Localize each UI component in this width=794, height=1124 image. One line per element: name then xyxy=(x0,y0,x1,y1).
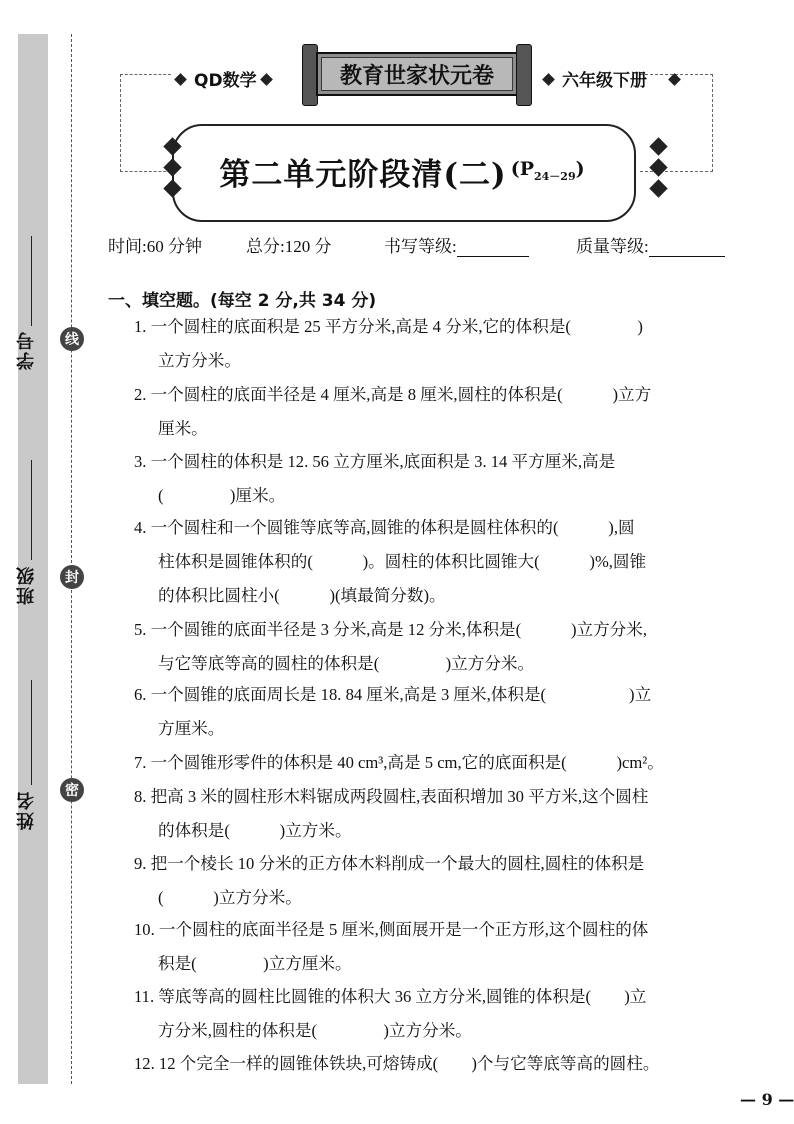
total-score: 总分:120 分 xyxy=(246,237,332,256)
question-10: 10. 一个圆柱的底面半径是 5 厘米,侧面展开是一个正方形,这个圆柱的体 积是( )立方厘米。 xyxy=(134,920,649,973)
diamond-icon xyxy=(542,73,555,86)
question-1: 1. 一个圆柱的底面积是 25 平方分米,高是 4 分米,它的体积是( ) 立方分米。 xyxy=(134,317,643,370)
question-6: 6. 一个圆锥的底面周长是 18. 84 厘米,高是 3 厘米,体积是( )立 方厘米。 xyxy=(134,685,652,738)
diamond-icon xyxy=(649,158,667,176)
seal-line-mark: 线 xyxy=(60,327,84,351)
time-limit: 时间:60 分钟 xyxy=(108,237,202,256)
class-blank xyxy=(31,460,32,560)
quality-grade-blank[interactable] xyxy=(649,238,725,257)
binding-strip xyxy=(18,34,48,1084)
page-title xyxy=(172,124,632,218)
question-2: 2. 一个圆柱的底面半径是 4 厘米,高是 8 厘米,圆柱的体积是( )立方 厘米。 xyxy=(134,385,652,438)
question-12: 12. 12 个完全一样的圆锥体铁块,可熔铸成( )个与它等底等高的圆柱。 xyxy=(134,1054,660,1073)
seal-seal-mark: 封 xyxy=(60,565,84,589)
writing-grade: 书写等级: xyxy=(384,232,529,257)
question-9: 9. 把一个棱长 10 分米的正方体木料削成一个最大的圆柱,圆柱的体积是 ( )立方分米。 xyxy=(134,854,645,907)
quality-grade: 质量等级: xyxy=(576,232,725,257)
page-range: $(P_{24-29})$ xyxy=(510,158,585,183)
name-label: 姓名 xyxy=(16,790,37,830)
grade-label: 六年级下册 xyxy=(562,71,647,91)
student-id-label: 学号 xyxy=(16,330,37,370)
section-heading: 一、填空题。(每空 2 分,共 34 分) xyxy=(108,291,377,311)
diamond-icon xyxy=(649,137,667,155)
series-label: QD数学 xyxy=(194,71,257,91)
question-8: 8. 把高 3 米的圆柱形木料锯成两段圆柱,表面积增加 30 平方米,这个圆柱 的体积是( )立方米。 xyxy=(134,787,649,840)
student-id-blank xyxy=(31,236,32,326)
page-number: — 9 — xyxy=(740,1090,794,1109)
question-3: 3. 一个圆柱的体积是 12. 56 立方厘米,底面积是 3. 14 平方厘米,高是 ( )厘米。 xyxy=(134,452,616,505)
banner-scroll xyxy=(300,44,534,104)
seal-secret-mark: 密 xyxy=(60,778,84,802)
left-bracket xyxy=(120,74,171,172)
writing-grade-blank[interactable] xyxy=(457,238,529,257)
diamond-icon xyxy=(260,73,273,86)
seal-dashed-line xyxy=(71,34,72,1084)
question-4: 4. 一个圆柱和一个圆锥等底等高,圆锥的体积是圆柱体积的( ),圆 柱体积是圆锥体积的( )。圆柱的体积比圆锥大( )%,圆锥 的体积比圆柱小( )(填最简分数)。 xyxy=(134,518,647,605)
scroll-roller xyxy=(516,44,532,106)
question-11: 11. 等底等高的圆柱比圆锥的体积大 36 立方分米,圆锥的体积是( )立 方分米,圆柱的体积是( )立方分米。 xyxy=(134,987,647,1040)
question-7: 7. 一个圆锥形零件的体积是 40 cm³,高是 5 cm,它的底面积是( )cm²。 xyxy=(134,753,664,772)
name-blank xyxy=(31,680,32,785)
question-5: 5. 一个圆锥的底面半径是 3 分米,高是 12 分米,体积是( )立方分米, 与它等底等高的圆柱的体积是( )立方分米。 xyxy=(134,620,648,673)
right-diamond-stack xyxy=(652,140,665,195)
class-label: 班级 xyxy=(16,565,37,605)
unit-title: 第二单元阶段清(二) xyxy=(219,156,507,193)
banner-title: 教育世家状元卷 xyxy=(322,58,512,90)
right-bracket xyxy=(640,74,713,172)
diamond-icon xyxy=(649,179,667,197)
diamond-icon xyxy=(174,73,187,86)
